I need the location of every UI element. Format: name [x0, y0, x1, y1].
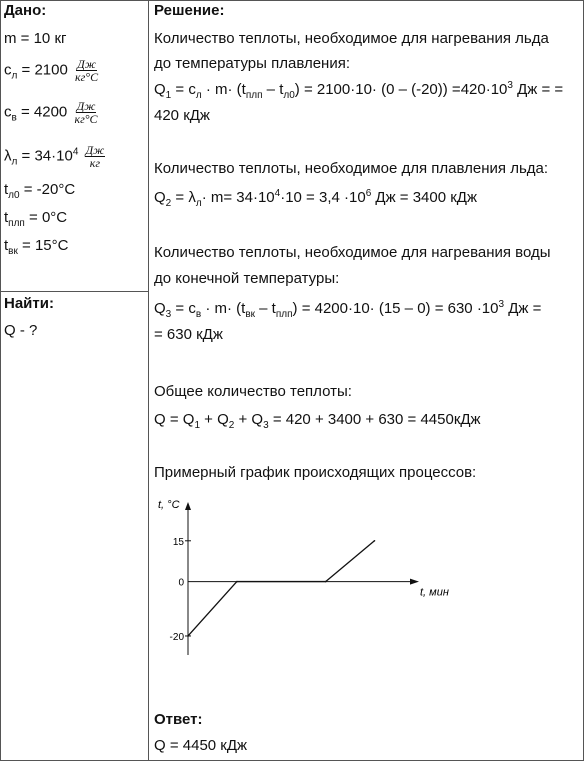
y-axis-label: t, °C: [158, 499, 180, 511]
y-axis-arrow: [185, 502, 191, 510]
step5-text: Примерный график происходящих процессов:: [154, 464, 477, 481]
y-tick-label: 0: [178, 577, 184, 589]
given-t-ice-initial: $t_{л0} = -20^\circ C$: [4, 181, 76, 201]
column-divider: [148, 0, 149, 761]
given-t-final: $t_{вк} = 15^\circ C$: [4, 237, 69, 257]
given-heading: Дано:: [4, 2, 47, 19]
given-find-divider: [0, 291, 148, 292]
step3-text-line2: до конечной температуры:: [154, 270, 340, 287]
step2-text: Количество теплоты, необходимое для плавления льда:: [154, 160, 549, 177]
step1-text-line2: до температуры плавления:: [154, 55, 350, 72]
given-t-melting: $t_{плп} = 0^\circ C$: [4, 209, 68, 229]
find-value: Q - ?: [4, 322, 38, 339]
data-point: [325, 581, 327, 583]
x-axis-arrow: [410, 579, 419, 585]
unit-fraction: $\frac{Дж}{кг}$: [85, 143, 105, 170]
step1-text-line1: Количество теплоты, необходимое для нагревания льда: [154, 30, 549, 47]
step4-formula: $Q = Q_1 + Q_2 + Q_3 = 420 + 3400 + 630 = 4450кДж$: [154, 411, 481, 431]
given-c-ice: $c_л = 2100$ $\frac{Дж}{кг^\circ C}$: [4, 57, 99, 84]
data-segment: [326, 541, 375, 582]
data-point: [236, 581, 238, 583]
step3-formula: $Q_3 = c_в \cdot m\cdot (t_{вк} - t_{плп}) = 4200\cdot 10\cdot (15 - 0) = 630 \cdot 10^3$ Дж =: [154, 299, 542, 320]
unit-fraction: $\frac{Дж}{кг^\circ C}$: [74, 57, 99, 84]
given-lambda: $\lambda_л = 34\cdot 10^4$ $\frac{Дж}{кг}$: [4, 143, 105, 170]
y-tick-label: 15: [172, 536, 184, 548]
step4-text: Общее количество теплоты:: [154, 383, 352, 400]
answer-value: Q = 4450 кДж: [154, 737, 248, 754]
given-mass: m = 10 кг: [4, 30, 67, 47]
find-heading: Найти:: [4, 295, 54, 312]
answer-heading: Ответ:: [154, 711, 203, 728]
step3-text-line1: Количество теплоты, необходимое для нагревания воды: [154, 244, 551, 261]
step1-formula: $Q_1 = c_л \cdot m\cdot (t_{плп} - t_{л0}) = 2100\cdot 10\cdot (0 - (-20)) =420\cdot 10^3$ Дж = =: [154, 80, 564, 101]
step3-result: = 630 кДж: [154, 326, 223, 343]
step2-formula: $Q_2 = \lambda_л\cdot m= 34\cdot 10^4\cdot 10 = 3,4 \cdot 10^6$ Дж = 3400 кДж: [154, 188, 477, 209]
data-segment: [188, 582, 237, 636]
step1-result: 420 кДж: [154, 107, 210, 124]
temperature-chart: [150, 490, 470, 660]
unit-fraction: $\frac{Дж}{кг^\circ C}$: [74, 99, 98, 126]
y-tick-label: -20: [169, 631, 184, 643]
data-point: [374, 540, 376, 542]
given-c-water: $c_в = 4200$ $\frac{Дж}{кг^\circ C}$: [4, 99, 98, 126]
x-axis-label: t, мин: [420, 586, 449, 599]
data-point: [187, 635, 189, 637]
solution-heading: Решение:: [154, 2, 225, 19]
